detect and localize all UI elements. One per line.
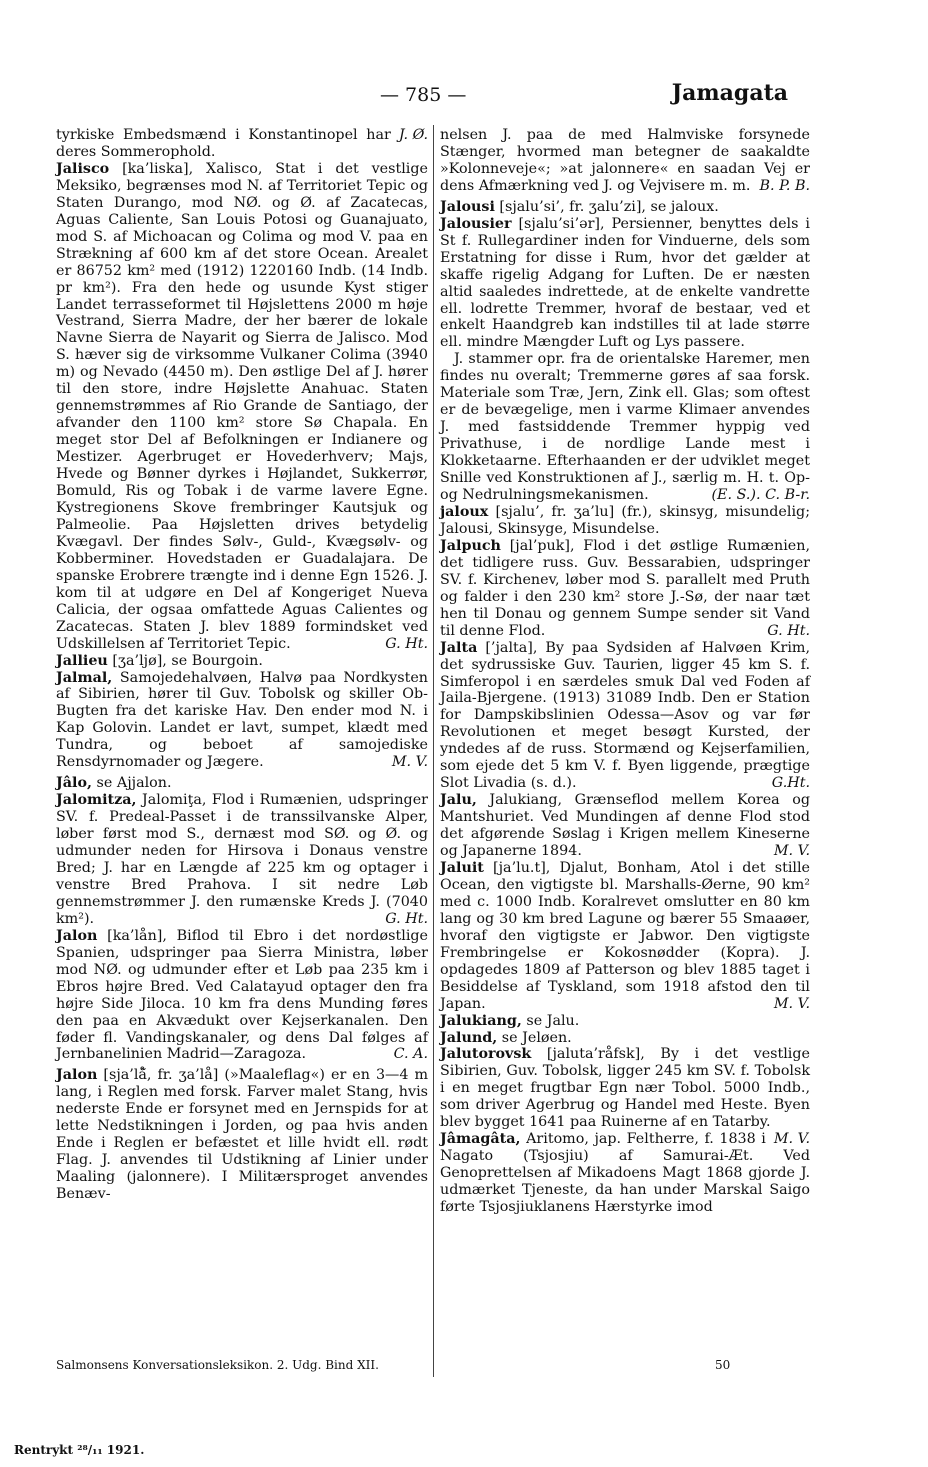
running-head: Jamagata bbox=[671, 80, 788, 106]
entry-text: [ja’lu.t], Djalut, Bonham, Atol i det stille Ocean, den vigtigste bl. Marshalls-Øerne, 90 km² med c. 1000 Indb. Koralrevet omslutter en 80 km lang og 30 km bred Lagune og bærer 55 Smaaøer, hvoraf den vigtigste er Jabwor. Den vigtigste Frembringelse er Kokosnødder (Kopra). J. opdagedes 1809 af Patterson og blev 1885 taget i Besiddelse af Tyskland, som 1918 afstod den til Japan. bbox=[440, 859, 811, 1012]
entry-jalund bbox=[440, 1030, 810, 1047]
entry-jallieu bbox=[56, 653, 428, 670]
entry-text: [’jalta], By paa Sydsiden af Halvøen Krim, det sydrussiske Guv. Taurien, ligger 45 km S. f. Simferopol i en særdeles smuk Dal ved Foden af Jaila-Bjergene. (1913) 31089 Indb. Den er Station for Dampskibslinien Odessa—Asov og var før Revolutionen et meget besøgt Kursted, der yndedes af de russ. Stormænd og Kejserfamilien, som ejede det 5 km V. f. Byen liggende, prægtige Slot Livadia (s. d.). bbox=[440, 639, 810, 792]
entry-jaluit bbox=[440, 860, 810, 1013]
entry-jalta bbox=[440, 640, 810, 793]
entry-jalmal bbox=[56, 670, 428, 772]
entry-text: Jalomiţa, Flod i Rumænien, udspringer SV. f. Predeal-Passet i de transsilvanske Alper, løber først mod S., dernæst mod SØ. og Ø. og udmunder neden for Hirsova i Donaus venstre Bred; J. har en Længde af 225 km og optager i venstre Bred Prahova. I sit nedre Løb gennemstrømmer J. den rumænske Kreds J. (7040 km²). bbox=[56, 792, 428, 927]
entry-text: J. stammer opr. fra de orientalske Haremer, men findes nu overalt; Tremmerne gøres af saa forsk. Materiale som Træ, Jern, Zink ell. Glas; som oftest er de bevægelige, men i varme Klimaer anvendes J. med fastsiddende Tremmer hyppig ved Privathuse, i de nordlige Lande mest i Klokketaarne. Efterhaanden er der udviklet meget Snille ved Konstruktionen af J., særlig m. H. t. Op- og Nedrulningsmekanismen. bbox=[440, 351, 810, 504]
entry-signature: G.Ht. bbox=[771, 775, 810, 792]
entry-text: [ka’lån], Biflod til Ebro i det nordøstlige Spanien, udspringer paa Sierra Ministra, løber mod NØ. og udmunder efter et Løb paa 235 km i Ebros højre Bred. Ved Calatayud optager den fra højre Side Jiloca. 10 km fra dens Munding føres den paa en Akvædukt over Kejserkanalen. Den føder fl. Vandingskanaler, og dens Dal følges af Jernbanelinien Madrid—Zaragoza. bbox=[56, 927, 429, 1063]
entry-headword: Jâmagâta, bbox=[440, 1131, 521, 1148]
entry-headword: Jalutorovsk bbox=[440, 1046, 532, 1063]
entry-text: [ʒa’ljø], se Bourgoin. bbox=[112, 652, 263, 669]
entry-headword: Jalta bbox=[440, 639, 478, 656]
entry-signature: C. A. bbox=[393, 1046, 428, 1063]
entry-jalo bbox=[56, 775, 428, 792]
entry-text: se Ajjalon. bbox=[96, 775, 172, 792]
entry-headword: Jalukiang, bbox=[440, 1012, 522, 1029]
entry-text: nelsen J. paa de med Halmviske forsynede Stænger, hvormed man betegner de saakaldte »Kolonneveje«; »at jalonnere« en saadan Vej er dens Afmærkning ved J. og Vejvisere m. m. bbox=[440, 127, 810, 194]
entry-signature: G. Ht. bbox=[385, 635, 428, 652]
entry-jalon-flag bbox=[56, 1067, 428, 1203]
entry-jalousier-cont bbox=[440, 351, 810, 504]
entry-signature: M. V. bbox=[773, 843, 810, 860]
entry-text: Aritomo, jap. Feltherre, f. 1838 i Nagato (Tsjosjiu) af Samurai-Æt. Ved Genoprettelsen af Mikadoens Magt 1868 gjorde J. udmærket Tjeneste, da han under Marskal Saigo førte Tsjosjiuklanens Hærstyrke imod bbox=[440, 1131, 810, 1216]
entry-text: [sjalu’si’, fr. ʒalu’zi], se jaloux. bbox=[499, 198, 719, 215]
entry-text: tyrkiske Embedsmænd i Konstantinopel har deres Sommerophold. bbox=[56, 127, 391, 160]
entry-headword: Jâlo, bbox=[56, 775, 92, 792]
entry-signature: M. V. bbox=[773, 1131, 810, 1148]
entry-text: [jal’puk], Flod i det østlige Rumænien, det tidligere russ. Guv. Bessarabien, udspringer SV. f. Kirchenev, løber mod S. parallelt med Pruth og falder i den 230 km² store J.-Sø, der naar tæt hen til Donau og gennem Sumpe sender sit Vand til denne Flod. bbox=[440, 537, 810, 639]
entry-text: [jaluta’råfsk], By i det vestlige Sibirien, Guv. Tobolsk, ligger 245 km SV. f. Tobolsk i en meget frugtbar Egn nær Tobol. 5000 Indb., som driver Agerbrug og Handel med Heste. Byen blev bygget 1641 paa Ruinerne af en Tatarby. bbox=[440, 1046, 810, 1131]
entry-text: [sjalu’, fr. ʒa’lu] (fr.), skinsyg, misundelig; Jalousi, Skinsyge, Misundelse. bbox=[440, 503, 811, 537]
entry-jalukiang bbox=[440, 1013, 810, 1030]
entry-headword: Jallieu bbox=[56, 652, 108, 669]
page-header bbox=[40, 80, 788, 116]
entry-signature: G. Ht. bbox=[385, 910, 428, 927]
entry-text: Samojedehalvøen, Halvø paa Nordkysten af Sibirien, hører til Guv. Tobolsk og skiller Ob-Bugten fra det kariske Hav. Den ender mod N. i Kap Golovin. Landet er lavt, sumpet, klædt med Tundra, og beboet af samojediske Rensdyrnomader og Jægere. bbox=[56, 669, 428, 771]
entry-text: Jalukiang, Grænseflod mellem Korea og Mantshuriet. Ved Mundingen af denne Flod stod det afgørende Søslag i Krigen mellem Kineserne og Japanerne 1894. bbox=[440, 792, 810, 860]
entry-continuation bbox=[56, 127, 428, 161]
entry-headword: Jalousier bbox=[440, 215, 512, 232]
right-column bbox=[440, 127, 810, 1216]
entry-jalousi bbox=[440, 199, 810, 216]
entry-continuation bbox=[440, 127, 810, 195]
entry-jalon-river bbox=[56, 928, 428, 1064]
entry-jalisco bbox=[56, 161, 428, 653]
entry-headword: Jalu, bbox=[440, 792, 477, 809]
entry-jalousier bbox=[440, 216, 810, 352]
page-number: — 785 — bbox=[380, 84, 467, 106]
entry-jalpuch bbox=[440, 538, 810, 640]
reprint-note: Rentrykt ²⁸/₁₁ 1921. bbox=[14, 1443, 145, 1457]
entry-headword: Jaluit bbox=[440, 859, 484, 876]
entry-signature: B. P. B. bbox=[759, 177, 810, 194]
entry-signature: J. Ø. bbox=[398, 127, 428, 143]
signature-mark: 50 bbox=[715, 1358, 731, 1372]
entry-headword: Jalisco bbox=[56, 160, 110, 177]
entry-headword: Jalund, bbox=[440, 1029, 498, 1046]
entry-signature: G. Ht. bbox=[767, 622, 810, 639]
entry-jalomitza bbox=[56, 792, 428, 928]
entry-headword: Jalon bbox=[56, 1067, 98, 1084]
entry-headword: Jalpuch bbox=[440, 537, 501, 554]
entry-signature: (E. S.). C. B-r. bbox=[711, 487, 810, 504]
column-divider bbox=[433, 125, 434, 1377]
entry-headword: jaloux bbox=[440, 503, 489, 520]
entry-text: se Jalu. bbox=[526, 1012, 580, 1029]
entry-text: [sja’lå̃, fr. ʒa’lå] (»Maaleflag«) er en 3—4 m lang, i Reglen med forsk. Farver malet Stang, hvis nederste Ende er forsynet med en Jernspids for at lette Nedstikningen i Jorden, og paa hvis anden Ende i Reglen er befæstet et lille hvidt ell. rødt Flag. J. anvendes til Udstikning af Linier under Maaling (jalonnere). I Militærsproget anvendes Benæv- bbox=[56, 1067, 429, 1203]
entry-jalu bbox=[440, 792, 810, 860]
entry-text: [ka’liska], Xalisco, Stat i det vestlige Meksiko, begrænses mod N. af Territoriet Tepic og Staten Durango, mod NØ. og Ø. af Zacatecas, Aguas Caliente, San Louis Potosi og Guanajuato, mod S. af Michoacan og Colima og mod V. paa en Strækning af 600 km af det store Ocean. Arealet er 86752 km² med (1912) 1220160 Indb. (14 Indb. pr km²). Fra den hede og usunde Kyst stiger Landet terrasseformet til Højslettens 2000 m høje Vestrand, Sierra Madre, der her bærer de lokale Navne Sierra de Nayarit og Sierra de Jalisco. Mod S. hæver sig de virksomme Vulkaner Colima (3940 m) og Nevado (4450 m). Den østlige Del af J. hører til den store, indre Højslette Anahuac. Staten gennemstrømmes af Rio Grande de Santiago, der afvander den 1100 km² store Sø Chapala. En meget stor Del af Befolkningen er Indianere og Mestizer. Agerbruget er Hovederhverv; Majs, Hvede og Bønner dyrkes i Højlandet, Sukkerrør, Bomuld, Ris og Tobak i de varme lavere Egne. Kystregionens Skove frembringer Kautsjuk og Palmeolie. Paa Højsletten drives betydelig Kvægavl. Der findes Sølv-, Guld-, Kvægsølv- og Kobberminer. Hovedstaden er Guadalajara. De spanske Erobrere trængte ind i denne Egn 1526. J. kom til at udgøre en Del af Kongeriget Nueva Calicia, der ogsaa omfattede Aguas Calientes og Zacatecas. Staten J. blev 1889 formindsket ved Udskillelsen af Territoriet Tepic. bbox=[56, 160, 428, 652]
entry-signature: M. V. bbox=[773, 995, 810, 1012]
entry-signature: M. V. bbox=[391, 754, 428, 771]
entry-headword: Jalomitza, bbox=[56, 792, 137, 809]
left-column bbox=[56, 127, 428, 1203]
entry-text: se Jeløen. bbox=[501, 1029, 572, 1046]
entry-headword: Jalousi bbox=[440, 198, 495, 215]
entry-jaloux bbox=[440, 504, 810, 538]
entry-text: [sjalu’si’ər], Persienner, benyttes dels i St f. Rullegardiner inden for Vinduerne, dels som Erstatning for disse i Rum, hvor det gælder at skaffe rigelig Adgang for Luften. De er næsten altid saaledes indrettede, at de enkelte vandrette ell. lodrette Tremmer, hvoraf de bestaar, ved et enkelt Haandgreb kan indstilles til at lade større ell. mindre Mængder Luft og Lys passere. bbox=[440, 215, 810, 351]
entry-headword: Jalon bbox=[56, 927, 98, 944]
publication-footer: Salmonsens Konversationsleksikon. 2. Udg. Bind XII. bbox=[56, 1358, 379, 1372]
entry-jamagata bbox=[440, 1131, 810, 1216]
entry-headword: Jalmal, bbox=[56, 669, 113, 686]
